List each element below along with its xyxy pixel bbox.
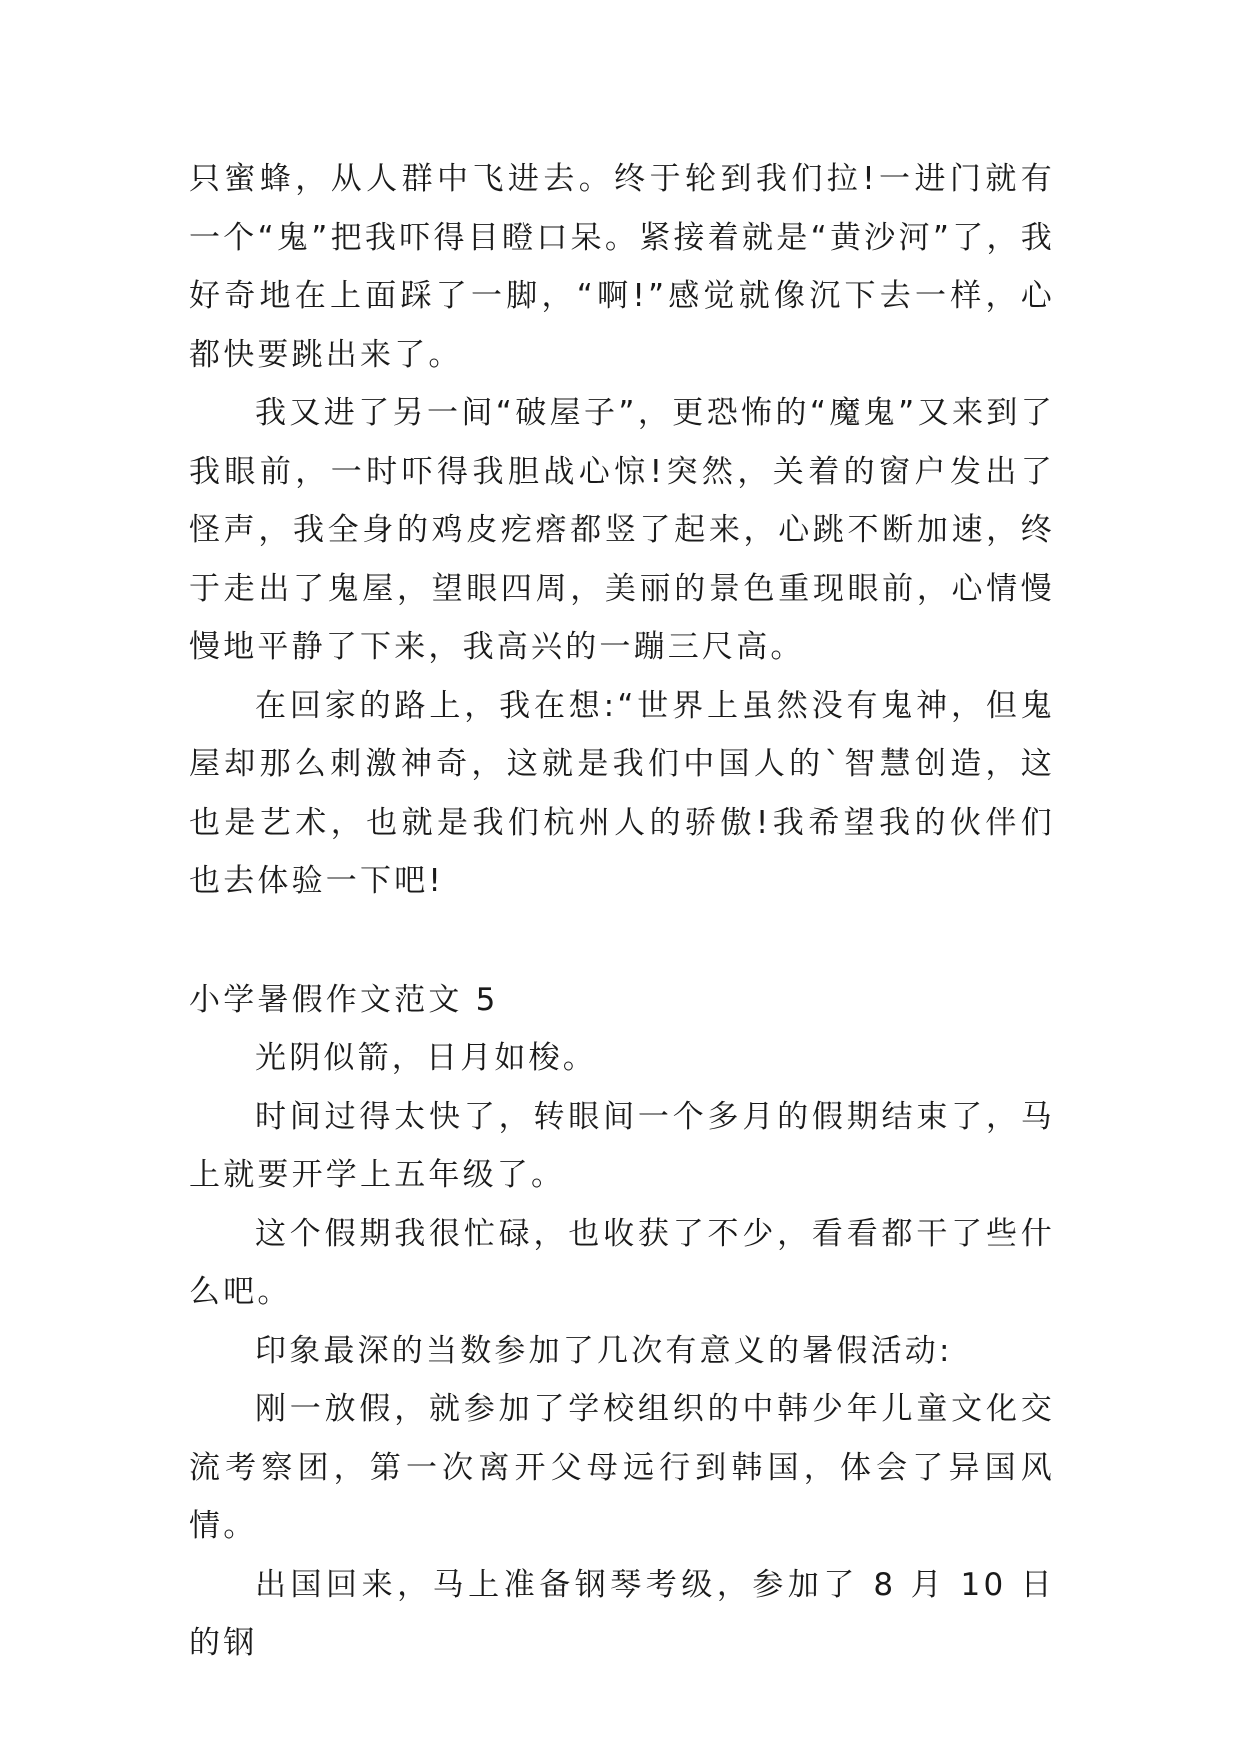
paragraph-busy-summer: 这个假期我很忙碌，也收获了不少，看看都干了些什么吧。 xyxy=(189,1215,1055,1310)
paragraph-piano-exam: 出国回来，马上准备钢琴考级，参加了 8 月 10 日的钢 xyxy=(189,1566,1055,1661)
paragraph-korea-trip: 刚一放假，就参加了学校组织的中韩少年儿童文化交流考察团，第一次离开父母远行到韩国，体会了异国风情。 xyxy=(189,1391,1055,1544)
paragraph-time-flies: 光阴似箭，日月如梭。 xyxy=(255,1040,597,1076)
paragraph-haunted-room: 我又进了另一间“破屋子”，更恐怖的“魔鬼”又来到了我眼前，一时吓得我胆战心惊!突然，关着的窗户发出了怪声，我全身的鸡皮疙瘩都竖了起来，心跳不断加速，终于走出了鬼屋，望眼四周，美丽的景色重现眼前，心情慢慢地平静了下来，我高兴的一蹦三尺高。 xyxy=(189,395,1055,665)
document-body xyxy=(189,150,1055,1673)
paragraph-way-home: 在回家的路上，我在想:“世界上虽然没有鬼神，但鬼屋却那么刺激神奇，这就是我们中国人的`智慧创造，这也是艺术，也就是我们杭州人的骄傲!我希望我的伙伴们也去体验一下吧! xyxy=(189,687,1055,899)
paragraph-vacation-over: 时间过得太快了，转眼间一个多月的假期结束了，马上就要开学上五年级了。 xyxy=(189,1098,1055,1193)
paragraph-activities-intro: 印象最深的当数参加了几次有意义的暑假活动: xyxy=(255,1332,953,1369)
section-title: 小学暑假作文范文 5 xyxy=(189,981,499,1018)
paragraph-continuation: 只蜜蜂，从人群中飞进去。终于轮到我们拉!一进门就有一个“鬼”把我吓得目瞪口呆。紧接着就是“黄沙河”了，我好奇地在上面踩了一脚，“啊!”感觉就像沉下去一样，心都快要跳出来了。 xyxy=(189,161,1055,373)
